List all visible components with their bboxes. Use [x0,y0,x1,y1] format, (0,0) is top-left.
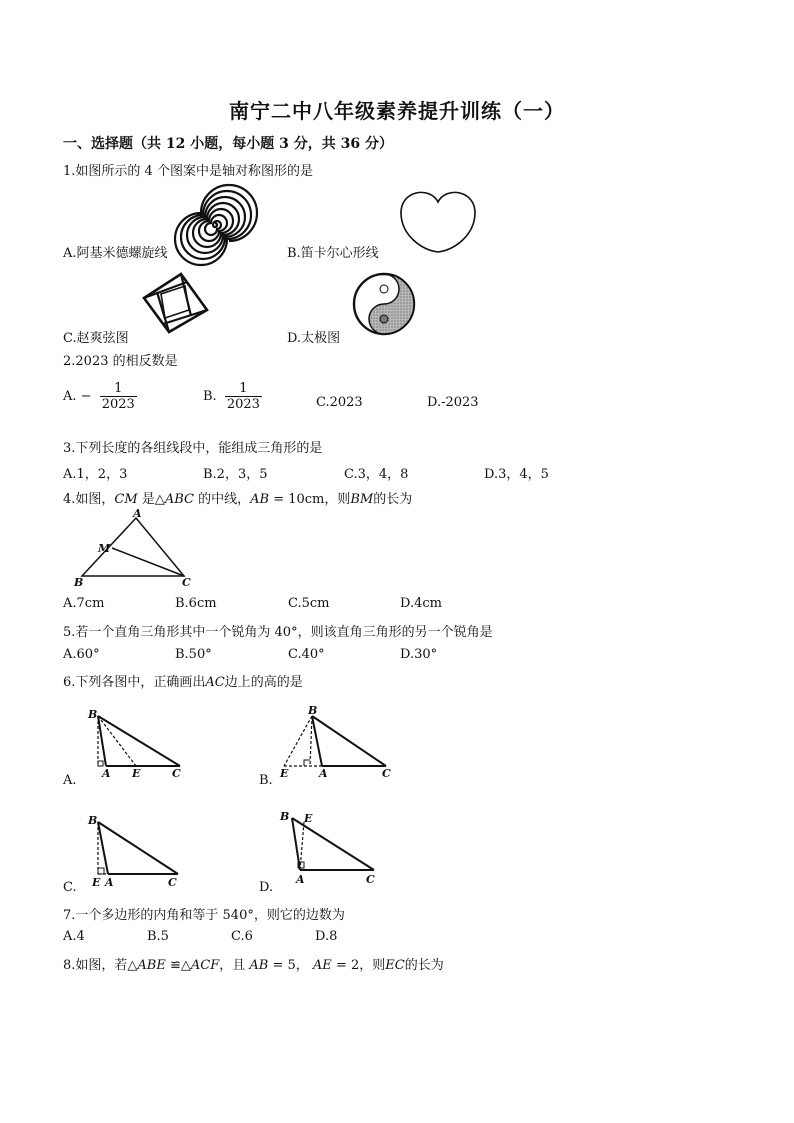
q2-option-b [203,381,262,412]
q4-label-b: B [74,576,84,589]
q6d-label-a: A [296,873,305,886]
q4-cm: CM [114,492,138,507]
q2-option-c: C.2023 [316,395,363,410]
q2-b-numerator: 1 [239,381,248,396]
question-1-stem: 1.如图所示的 4 个图案中是轴对称图形的是 [63,164,313,179]
q4-text-5: 的长为 [373,492,413,507]
q6b-label-a: A [319,767,328,780]
q8-acf: ACF [190,958,220,973]
q6-option-d: D. [259,880,274,895]
q4-option-d: D.4cm [400,596,442,611]
q6-figure-d [278,808,388,888]
q6c-label-c: C [168,876,177,889]
q4-triangle-figure [70,508,200,592]
cardioid-figure [398,188,478,254]
q6c-label-a: A [105,876,114,889]
q4-text-2: 是△ [141,492,165,507]
q5-option-d: D.30° [400,647,438,662]
q2-option-a [63,381,137,412]
section-heading: 一、选择题（共 12 小题，每小题 3 分，共 36 分） [63,136,393,152]
q8-text-2: ≌△ [169,958,191,973]
page-title: 南宁二中八年级素养提升训练（一） [229,99,565,123]
q6-figure-b [278,702,398,782]
zhaoshuang-figure [141,272,209,334]
question-7-stem: 7.一个多边形的内角和等于 540°，则它的边数为 [63,908,345,923]
q1-option-d: D.太极图 [287,331,341,346]
q2-option-d: D.-2023 [427,395,479,410]
q6-option-b: B. [259,773,273,788]
q2-b-fraction [225,381,262,412]
q7-option-c: C.6 [231,929,253,944]
q8-text-1: 8.如图，若△ [63,958,138,973]
q4-text-4: = 10cm，则 [273,492,351,507]
q4-label-c: C [182,576,191,589]
q6b-label-e: E [280,767,289,780]
q4-option-b: B.6cm [175,596,217,611]
q4-label-a: A [133,507,142,520]
q6-text-2: 边上的高的是 [224,675,303,690]
q6-figure-c [86,812,186,892]
q3-option-d: D.3，4，5 [484,467,549,482]
q7-option-a: A.4 [63,929,85,944]
q4-ab: AB [250,492,270,507]
q4-option-c: C.5cm [288,596,330,611]
q3-option-a: A.1，2，3 [63,467,128,482]
q7-option-d: D.8 [315,929,338,944]
q5-option-b: B.50° [175,647,212,662]
q2-a-prefix: A. [63,389,77,404]
q8-abe: ABE [137,958,166,973]
q2-a-sign: − [80,389,92,404]
q6-option-a: A. [63,773,77,788]
q6d-label-e: E [304,812,313,825]
q6-text-1: 6.下列各图中，正确画出 [63,675,206,690]
q3-option-b: B.2，3，5 [203,467,268,482]
q2-a-denominator: 2023 [101,397,135,412]
question-6-stem [63,671,303,690]
q6d-label-b: B [280,810,290,823]
q1-option-a: A.阿基米德螺旋线 [63,246,168,261]
q6a-label-a: A [102,767,111,780]
q8-ab: AB [249,958,269,973]
q8-ec: EC [385,958,405,973]
q7-option-b: B.5 [147,929,169,944]
q2-a-fraction [100,381,137,412]
q8-text-5: = 2，则 [335,958,386,973]
q6c-label-b: B [88,814,98,827]
q8-text-3: ，且 [219,958,246,973]
q2-a-numerator: 1 [114,381,123,396]
q6c-label-e: E [92,876,101,889]
q6-ac: AC [205,675,225,690]
q6-option-c: C. [63,880,77,895]
q5-option-c: C.40° [288,647,325,662]
q6a-label-b: B [88,708,98,721]
spiral-figure [183,193,247,257]
q6d-label-c: C [366,873,375,886]
q4-bm: BM [350,492,374,507]
q3-option-c: C.3，4，8 [344,467,409,482]
q5-option-a: A.60° [63,647,100,662]
q4-label-m: M [98,542,111,555]
q8-text-6: 的长为 [404,958,444,973]
q6b-label-c: C [382,767,391,780]
question-8-stem [63,954,444,973]
q4-text-1: 4.如图， [63,492,115,507]
question-3-stem: 3.下列长度的各组线段中，能组成三角形的是 [63,441,323,456]
q6a-label-c: C [172,767,181,780]
q6a-label-e: E [132,767,141,780]
question-2-stem: 2.2023 的相反数是 [63,354,178,369]
question-4-stem [63,488,412,507]
q1-option-b: B.笛卡尔心形线 [287,246,379,261]
q2-b-prefix: B. [203,389,217,404]
q6-figure-a [86,706,196,782]
q1-option-c: C.赵爽弦图 [63,331,129,346]
q8-ae: AE [312,958,332,973]
q4-option-a: A.7cm [63,596,105,611]
q8-text-4: = 5， [272,958,309,973]
q4-abc: ABC [164,492,194,507]
q6b-label-b: B [308,704,318,717]
q4-text-3: 的中线， [198,492,251,507]
question-5-stem: 5.若一个直角三角形其中一个锐角为 40°，则该直角三角形的另一个锐角是 [63,625,493,640]
taiji-figure [352,272,416,336]
q2-b-denominator: 2023 [226,397,260,412]
